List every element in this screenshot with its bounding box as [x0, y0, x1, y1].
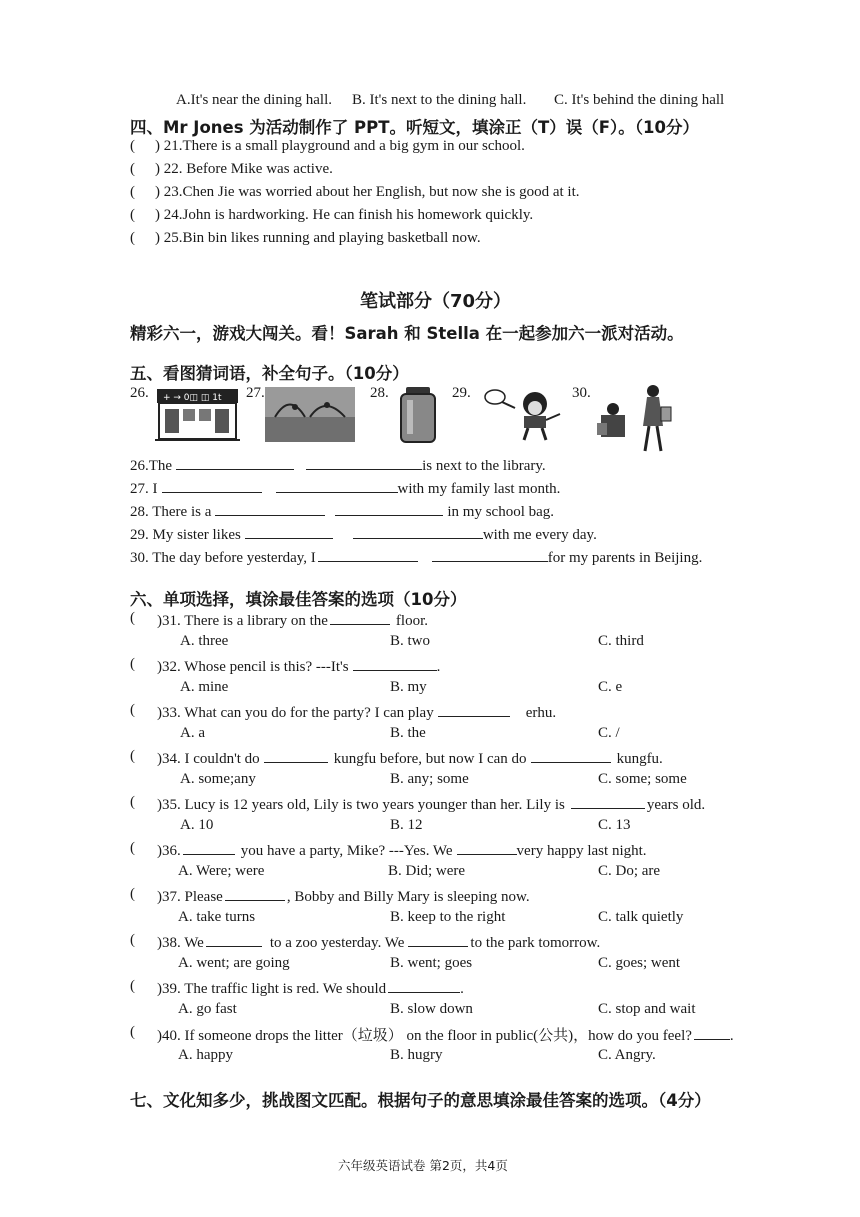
option-b[interactable]: B. hugry	[390, 1047, 443, 1063]
option-c[interactable]: C. 13	[598, 817, 631, 833]
blank[interactable]	[335, 501, 443, 516]
question-33: )33. What can you do for the party? I can play erhu.	[157, 702, 556, 722]
option-c[interactable]: C. third	[598, 633, 644, 649]
tf-item-22: ) 22. Before Mike was active.	[155, 161, 333, 177]
blank	[183, 840, 235, 855]
tf-item-21: ) 21.There is a small playground and a big gym in our school.	[155, 138, 525, 154]
sentence-text: in my school bag.	[447, 504, 555, 520]
answer-paren[interactable]: (	[130, 886, 135, 902]
fill-sentence-28	[130, 501, 554, 521]
option-b[interactable]: B. 12	[390, 817, 423, 833]
blank[interactable]	[276, 478, 398, 493]
blank	[206, 932, 262, 947]
fill-sentence-30	[130, 547, 702, 567]
blank	[264, 748, 328, 763]
question-40: )40. If someone drops the litter（垃圾） on the floor in public(公共)，how do you feel? .	[157, 1024, 734, 1045]
answer-paren[interactable]: (	[130, 1024, 135, 1040]
pic-label-28: 28.	[370, 385, 389, 401]
answer-paren[interactable]: (	[130, 748, 135, 764]
question-35: )35. Lucy is 12 years old, Lily is two years younger than her. Lily is years old.	[157, 794, 705, 814]
blank	[388, 978, 460, 993]
blank	[571, 794, 645, 809]
answer-paren[interactable]: (	[130, 230, 135, 246]
option-a[interactable]: A. a	[180, 725, 205, 741]
option-b[interactable]: B. went; goes	[390, 955, 473, 971]
q20-option-b: B. It's next to the dining hall.	[352, 92, 527, 108]
option-b[interactable]: B. two	[390, 633, 431, 649]
fill-sentence-27	[130, 478, 560, 498]
option-b[interactable]: B. any; some	[390, 771, 469, 787]
option-c[interactable]: C. Do; are	[598, 863, 661, 879]
page-footer: 六年级英语试卷 第2页，共4页	[338, 1158, 508, 1173]
badminton-kid-icon	[480, 384, 565, 447]
section6-title: 六、单项选择，填涂最佳答案的选项（10分）	[130, 590, 467, 609]
fill-sentence-29	[130, 524, 597, 544]
option-c[interactable]: C. /	[598, 725, 620, 741]
blank	[531, 748, 611, 763]
blank[interactable]	[318, 547, 418, 562]
blank[interactable]	[215, 501, 325, 516]
answer-paren[interactable]: (	[130, 702, 135, 718]
pic-label-30: 30.	[572, 385, 591, 401]
sentence-text: 26.The	[130, 458, 173, 474]
shop-image	[155, 387, 240, 447]
answer-paren[interactable]: (	[130, 932, 135, 948]
question-37: )37. Please , Bobby and Billy Mary is sleeping now.	[157, 886, 530, 906]
question-36: )36. you have a party, Mike? ---Yes. We very happy last night.	[157, 840, 647, 860]
question-31: )31. There is a library on the floor.	[157, 610, 428, 630]
shopping-people-icon	[595, 381, 675, 458]
sentence-text: with me every day.	[482, 527, 597, 543]
sentence-text: 28. There is a	[130, 504, 212, 520]
tf-item-23: ) 23.Chen Jie was worried about her English, but now she is good at it.	[155, 184, 580, 200]
answer-paren[interactable]: (	[130, 184, 135, 200]
option-a[interactable]: A. take turns	[178, 909, 256, 925]
blank[interactable]	[353, 524, 483, 539]
option-b[interactable]: B. my	[390, 679, 427, 695]
sentence-text: with my family last month.	[397, 481, 561, 497]
section7-title: 七、文化知多少，挑战图文匹配。根据句子的意思填涂最佳答案的选项。（4分）	[130, 1091, 711, 1110]
answer-paren[interactable]: (	[130, 794, 135, 810]
sentence-text: for my parents in Beijing.	[547, 550, 703, 566]
blank[interactable]	[162, 478, 262, 493]
blank	[330, 610, 390, 625]
option-b[interactable]: B. keep to the right	[390, 909, 506, 925]
fill-sentence-26	[130, 455, 546, 475]
blank	[353, 656, 437, 671]
option-c[interactable]: C. stop and wait	[598, 1001, 696, 1017]
question-34: )34. I couldn't do kungfu before, but now I can do kungfu.	[157, 748, 663, 768]
blank	[408, 932, 468, 947]
bottle-icon	[398, 384, 438, 449]
option-c[interactable]: C. Angry.	[598, 1047, 656, 1063]
option-b[interactable]: B. slow down	[390, 1001, 473, 1017]
answer-paren[interactable]: (	[130, 161, 135, 177]
answer-paren[interactable]: (	[130, 656, 135, 672]
option-c[interactable]: C. e	[598, 679, 623, 695]
blank	[457, 840, 517, 855]
option-a[interactable]: A. some;any	[180, 771, 256, 787]
question-39: )39. The traffic light is red. We should .	[157, 978, 464, 998]
blank[interactable]	[176, 455, 294, 470]
written-part-title: 笔试部分（70分）	[360, 291, 512, 312]
blank[interactable]	[306, 455, 422, 470]
question-32: )32. Whose pencil is this? ---It's .	[157, 656, 440, 676]
option-a[interactable]: A. 10	[180, 817, 214, 833]
answer-paren[interactable]: (	[130, 840, 135, 856]
answer-paren[interactable]: (	[130, 978, 135, 994]
tf-item-24: ) 24.John is hardworking. He can finish his homework quickly.	[155, 207, 534, 223]
pic-label-29: 29.	[452, 385, 471, 401]
option-b[interactable]: B. Did; were	[388, 863, 466, 879]
section4-title: 四、Mr Jones 为活动制作了 PPT。听短文，填涂正（T）误（F）。（10分）	[130, 118, 699, 137]
pic-label-27: 27.	[246, 385, 265, 401]
blank[interactable]	[245, 524, 333, 539]
option-a[interactable]: A. happy	[178, 1047, 233, 1063]
option-a[interactable]: A. three	[180, 633, 229, 649]
option-a[interactable]: A. Were; were	[178, 863, 265, 879]
shop-sign-text: + → 0◫ ◫ 1t	[163, 393, 222, 403]
intro-line: 精彩六一，游戏大闯关。看！Sarah 和 Stella 在一起参加六一派对活动。	[130, 324, 684, 343]
answer-paren[interactable]: (	[130, 138, 135, 154]
blank	[694, 1025, 730, 1040]
option-c[interactable]: C. goes; went	[598, 955, 681, 971]
pic-label-26: 26.	[130, 385, 149, 401]
option-c[interactable]: C. talk quietly	[598, 909, 684, 925]
sentence-text: 27. I	[130, 481, 158, 497]
playground-photo	[265, 387, 355, 447]
option-b[interactable]: B. the	[390, 725, 426, 741]
option-a[interactable]: A. went; are going	[178, 955, 290, 971]
sentence-text: 29. My sister likes	[130, 527, 241, 543]
option-a[interactable]: A. mine	[180, 679, 229, 695]
q20-option-c: C. It's behind the dining hall	[554, 92, 725, 108]
sentence-text: 30. The day before yesterday, I	[130, 550, 316, 566]
section5-title: 五、看图猜词语，补全句子。（10分）	[130, 364, 409, 383]
answer-paren[interactable]: (	[130, 610, 135, 626]
sentence-text: is next to the library.	[422, 458, 546, 474]
option-a[interactable]: A. go fast	[178, 1001, 237, 1017]
option-c[interactable]: C. some; some	[598, 771, 687, 787]
blank	[225, 886, 285, 901]
tf-item-25: ) 25.Bin bin likes running and playing basketball now.	[155, 230, 481, 246]
question-38: )38. We to a zoo yesterday. We to the park tomorrow.	[157, 932, 600, 952]
blank[interactable]	[432, 547, 548, 562]
answer-paren[interactable]: (	[130, 207, 135, 223]
blank	[438, 702, 510, 717]
q20-option-a: A.It's near the dining hall.	[176, 92, 332, 108]
